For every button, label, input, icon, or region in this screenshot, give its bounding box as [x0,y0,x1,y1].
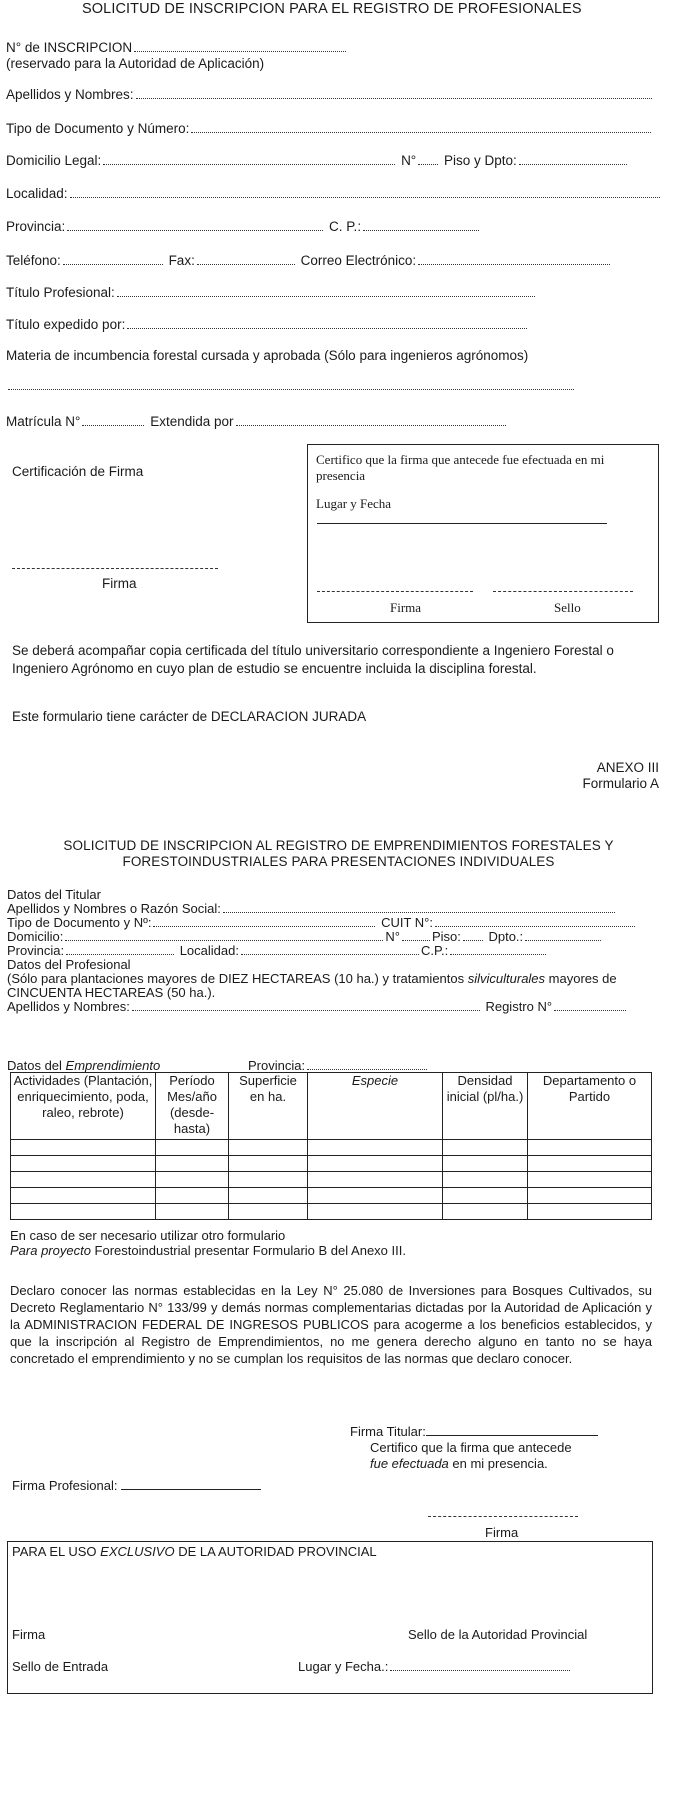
firma-label-2: Firma [485,1525,519,1540]
profesional-note-a: (Sólo para plantaciones mayores de DIEZ HECTAREAS (10 ha.) y tratamientos [7,971,468,986]
form2-title-line2: FORESTOINDUSTRIALES PARA PRESENTACIONES INDIVIDUALES [122,854,555,869]
col-actividades: Actividades (Plantación, enriquecimiento, poda, raleo, rebrote) [11,1073,156,1140]
extendida-label: Extendida por [150,414,234,429]
emprendimiento-provincia-input[interactable] [307,1068,427,1070]
titular-piso-label: Piso: [431,929,461,944]
tipo-doc-field [6,121,653,136]
table-cell[interactable] [528,1172,652,1188]
table-header-row [11,1073,652,1140]
domicilio-nro-input[interactable] [418,163,438,165]
table-cell[interactable] [229,1188,308,1204]
autoridad-lugar-fecha-input[interactable] [390,1669,570,1671]
table-cell[interactable] [156,1172,229,1188]
certificacion-label: Certificación de Firma [12,464,144,479]
cert-lugar-fecha: Lugar y Fecha [316,496,392,511]
col-periodo: Período Mes/año (desde-hasta) [156,1073,229,1140]
table-cell[interactable] [11,1204,156,1220]
telefono-input[interactable] [63,263,163,265]
table-cell[interactable] [308,1188,443,1204]
cp-input[interactable] [363,229,479,231]
titular-dpto-input[interactable] [525,939,601,941]
contacto-field [6,253,612,268]
table-row [11,1172,652,1188]
declaracion-jurada: Este formulario tiene carácter de DECLARACION JURADA [12,709,367,724]
titulo-expedido-input[interactable] [127,327,527,329]
col-superficie: Superficie en ha. [229,1073,308,1140]
titular-cp-input[interactable] [450,953,546,955]
table-cell[interactable] [229,1204,308,1220]
sello-entrada: Sello de Entrada [12,1659,109,1674]
otro-formulario-note [10,1228,406,1258]
autoridad-heading [12,1544,377,1559]
firma-profesional-label: Firma Profesional: [12,1478,118,1493]
titular-nro-label: N° [385,929,400,944]
titular-provincia-input[interactable] [66,953,174,955]
titulo-note: Se deberá acompañar copia certificada del título universitario correspondiente a Ingeniero Forestal o Ingeniero Agrónomo en cuyo plan de estudio se encuentre incluida la disciplina forestal. [12,643,614,676]
table-cell[interactable] [156,1188,229,1204]
fax-input[interactable] [197,263,295,265]
cp-label: C. P.: [329,219,362,234]
anexo-label: ANEXO III [596,760,659,775]
localidad-label: Localidad: [6,186,68,201]
table-row [11,1156,652,1172]
apellidos-input[interactable] [136,97,652,99]
materia-field [6,378,576,393]
titular-provincia-label: Provincia: [7,943,65,958]
materia-label: Materia de incumbencia forestal cursada y aprobada (Sólo para ingenieros agrónomos) [6,348,529,363]
cert-sello-line[interactable] [493,591,633,592]
profesional-heading: Datos del Profesional [7,957,131,972]
autoridad-lugar-fecha-field [298,1659,572,1674]
table-cell[interactable] [11,1156,156,1172]
table-cell[interactable] [443,1140,528,1156]
apellidos-field [6,87,654,102]
apellidos-label: Apellidos y Nombres: [6,87,134,102]
table-cell[interactable] [156,1156,229,1172]
tipo-doc-input[interactable] [191,131,651,133]
cuit-input[interactable] [435,925,635,927]
form2-title [0,838,677,870]
table-cell[interactable] [308,1140,443,1156]
proyecto-text [10,1243,406,1258]
matricula-field [6,414,508,429]
table-cell[interactable] [229,1140,308,1156]
table-cell[interactable] [528,1204,652,1220]
tipo-doc-label: Tipo de Documento y Número: [6,121,190,136]
titular-apellidos-label: Apellidos y Nombres o Razón Social: [7,901,221,916]
emprendimiento-heading [7,1058,160,1073]
provincia-label: Provincia: [6,219,66,234]
titular-doc-input[interactable] [153,925,375,927]
matricula-input[interactable] [82,424,144,426]
emprendimiento-heading-italic: Emprendimiento [65,1058,161,1073]
table-row [11,1140,652,1156]
matricula-label: Matrícula N° [6,414,81,429]
localidad-input[interactable] [70,196,660,198]
proyecto-italic: Para proyecto [10,1243,91,1258]
certifico-line2 [370,1456,572,1472]
autoridad-heading-a: PARA EL USO [12,1544,101,1559]
firma-titular-field [350,1424,598,1439]
table-cell[interactable] [308,1204,443,1220]
cert-firma-label: Firma [390,600,422,615]
titulo-profesional-input[interactable] [117,295,535,297]
titular-cp-label: C.P.: [420,943,449,958]
emprendimiento-provincia-label: Provincia: [248,1058,306,1073]
autoridad-firma: Firma [12,1627,46,1642]
cert-sello-label: Sello [554,600,581,615]
profesional-apellidos-input[interactable] [132,1009,480,1011]
table-cell[interactable] [443,1156,528,1172]
cert-firma-line[interactable] [317,591,473,592]
titular-section [7,888,655,1014]
table-cell[interactable] [229,1172,308,1188]
domicilio-nro-label: N° [401,153,417,168]
table-row [11,1188,652,1204]
piso-dpto-label: Piso y Dpto: [443,153,517,168]
titulo-profesional-label: Título Profesional: [6,285,115,300]
titular-domicilio-input[interactable] [65,939,383,941]
titulo-profesional-field [6,285,537,300]
cert-text: Certifico que la firma que antecede fue efectuada en mi presencia [316,452,605,483]
table-cell[interactable] [528,1140,652,1156]
profesional-apellidos-label: Apellidos y Nombres: [7,999,130,1014]
table-cell[interactable] [11,1172,156,1188]
piso-dpto-input[interactable] [519,163,627,165]
firma-label: Firma [102,576,137,591]
registro-label: Registro N° [485,999,553,1014]
firma-profesional-line[interactable] [121,1489,261,1490]
titular-doc-label: Tipo de Documento y Nº: [7,915,152,930]
inscripcion-field [6,40,348,55]
provincia-input[interactable] [67,229,323,231]
col-densidad: Densidad inicial (pl/ha.) [443,1073,528,1140]
profesional-apellidos-field [7,1000,655,1014]
registro-input[interactable] [554,1009,626,1011]
titular-provincia-field [7,944,655,958]
titular-apellidos-field [7,902,655,916]
proyecto-rest: Forestoindustrial presentar Formulario B del Anexo III. [90,1243,406,1258]
titular-apellidos-input[interactable] [223,911,615,913]
autoridad-heading-italic: EXCLUSIVO [100,1544,175,1559]
autoridad-lugar-fecha-label: Lugar y Fecha.: [298,1659,389,1674]
materia-input[interactable] [8,388,574,390]
table-cell[interactable] [11,1140,156,1156]
titular-piso-input[interactable] [463,939,483,941]
certification-box [307,444,659,623]
autoridad-heading-b: DE LA AUTORIDAD PROVINCIAL [174,1544,377,1559]
inscripcion-input[interactable] [134,50,346,52]
firma-profesional-field [12,1478,261,1493]
correo-label: Correo Electrónico: [300,253,417,268]
certifico-italic: fue efectuada [370,1456,449,1471]
table-cell[interactable] [229,1156,308,1172]
telefono-label: Teléfono: [6,253,61,268]
form2-title-line1: SOLICITUD DE INSCRIPCION AL REGISTRO DE EMPRENDIMIENTOS FORESTALES Y [63,838,614,853]
emprendimiento-provincia-field [248,1058,429,1073]
emprendimiento-heading-a: Datos del [7,1058,66,1073]
otro-formulario-text: En caso de ser necesario utilizar otro formulario [10,1228,286,1243]
cuit-label: CUIT N°: [381,915,433,930]
declaro-paragraph: Declaro conocer las normas establecidas en la Ley N° 25.080 de Inversiones para Bosques Cultivados, su Decreto Reglamentario N° 133/99 y demás normas complementarias dictadas por la Autoridad de Aplicación y la ADMINISTRACION FEDERAL DE INGRESOS PUBLICOS para acogerme a los beneficios establecidos, y que la inscripción al Registro de Emprendimientos, no me genera derecho alguno en tanto no se haya concretado el emprendimiento y no se cumplan los requisitos de las normas que declaro conocer. [10,1283,652,1366]
sello-autoridad: Sello de la Autoridad Provincial [408,1627,588,1642]
form1-title: SOLICITUD DE INSCRIPCION PARA EL REGISTRO DE PROFESIONALES [82,1,582,17]
emprendimiento-table [10,1072,652,1220]
titular-localidad-label: Localidad: [179,943,239,958]
domicilio-label: Domicilio Legal: [6,153,102,168]
titular-domicilio-label: Domicilio: [7,929,64,944]
titulo-expedido-label: Título expedido por: [6,317,126,332]
profesional-note [7,972,655,1000]
provincia-field [6,219,481,234]
firma-titular-line[interactable] [426,1435,598,1436]
certifico-rest: en mi presencia. [448,1456,548,1471]
domicilio-input[interactable] [103,163,395,165]
titular-heading: Datos del Titular [7,887,101,902]
profesional-note-italic: silviculturales [467,971,546,986]
inscripcion-note: (reservado para la Autoridad de Aplicación) [6,56,265,71]
table-cell[interactable] [443,1204,528,1220]
titulo-expedido-field [6,317,529,332]
lugar-fecha-line[interactable] [317,523,607,524]
certifico-text [370,1440,572,1472]
table-cell[interactable] [308,1172,443,1188]
titular-localidad-input[interactable] [241,953,419,955]
table-cell[interactable] [528,1188,652,1204]
autoridad-box [7,1541,653,1694]
titular-nro-input[interactable] [402,939,430,941]
col-departamento: Departamento o Partido [528,1073,652,1140]
titular-domicilio-field [7,930,655,944]
certifico-line1: Certifico que la firma que antecede [370,1440,572,1455]
table-cell[interactable] [308,1156,443,1172]
firma-line[interactable] [12,568,218,569]
annex-header [582,760,659,792]
localidad-field [6,186,662,201]
fax-label: Fax: [168,253,195,268]
table-cell[interactable] [11,1188,156,1204]
firma-line-2[interactable] [428,1516,578,1517]
titular-doc-field [7,916,655,930]
table-cell[interactable] [156,1140,229,1156]
table-cell[interactable] [443,1188,528,1204]
table-cell[interactable] [528,1156,652,1172]
col-especie: Especie [308,1073,443,1140]
table-cell[interactable] [156,1204,229,1220]
table-row [11,1204,652,1220]
domicilio-field [6,153,629,168]
correo-input[interactable] [418,263,610,265]
table-cell[interactable] [443,1172,528,1188]
formulario-label: Formulario A [582,776,659,791]
profesional-note-b: mayores de CINCUENTA HECTAREAS (50 ha.). [7,971,617,1000]
titular-dpto-label: Dpto.: [488,929,524,944]
extendida-input[interactable] [236,424,506,426]
firma-titular-label: Firma Titular: [350,1424,426,1439]
inscripcion-label: N° de INSCRIPCION [6,40,133,55]
